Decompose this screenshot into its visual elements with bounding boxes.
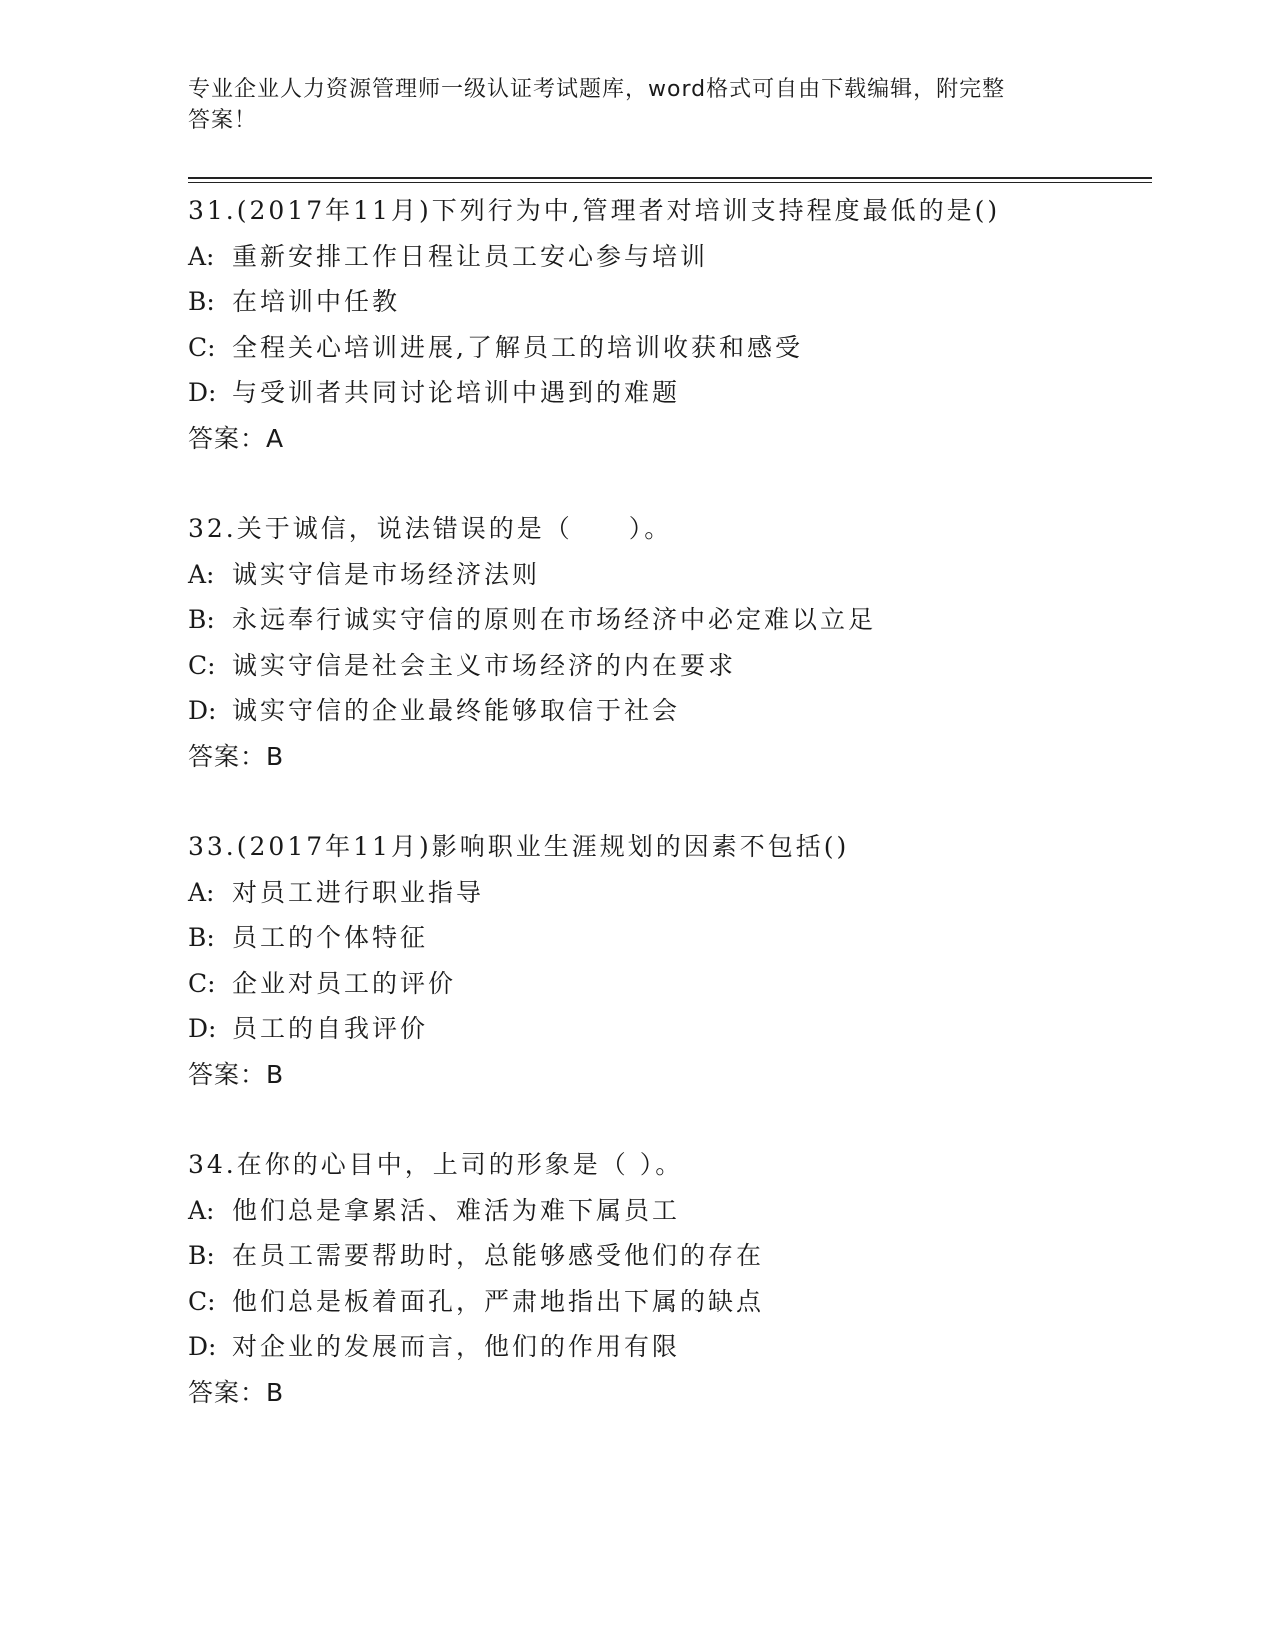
option-b [188,915,1148,961]
spacer [188,461,1148,506]
option-text: 在员工需要帮助时，总能够感受他们的存在 [232,1241,765,1270]
option-key: B: [188,605,215,634]
option-a [188,1188,1148,1234]
question-34 [188,1142,1148,1415]
option-text: 他们总是板着面孔，严肃地指出下属的缺点 [232,1286,765,1316]
question-stem: 34.在你的心目中，上司的形象是（ ）。 [188,1150,684,1179]
option-d [188,1006,1148,1052]
option-key: C: [188,650,216,680]
option-key: C: [188,332,216,362]
option-text: 全程关心培训进展,了解员工的培训收获和感受 [232,332,803,362]
option-text: 对企业的发展而言，他们的作用有限 [232,1332,681,1361]
option-key: D: [188,1014,217,1043]
option-text: 永远奉行诚实守信的原则在市场经济中必定难以立足 [232,605,877,634]
option-a [188,234,1148,280]
option-key: B: [188,1241,215,1270]
option-text: 员工的个体特征 [232,923,429,952]
option-d [188,1324,1148,1370]
question-stem: 32.关于诚信，说法错误的是（ ）。 [188,514,673,543]
header-rule-thick [188,177,1152,179]
question-33 [188,824,1148,1097]
answer-line: 答案：B [188,1377,285,1407]
page-header [188,74,1068,136]
header-rule-thin [188,182,1152,183]
question-31 [188,188,1148,461]
answer-line: 答案：B [188,741,285,771]
answer-line: 答案：A [188,423,285,453]
option-b [188,597,1148,643]
option-b [188,1233,1148,1279]
option-text: 员工的自我评价 [232,1014,429,1043]
spacer [188,779,1148,824]
question-stem: 33.(2017年11月)影响职业生涯规划的因素不包括() [188,832,850,861]
option-key: A: [188,877,215,907]
option-text: 对员工进行职业指导 [232,877,485,907]
option-key: A: [188,1195,215,1225]
option-text: 与受训者共同讨论培训中遇到的难题 [232,378,681,407]
option-key: C: [188,1286,216,1316]
option-d [188,688,1148,734]
option-text: 企业对员工的评价 [232,968,457,998]
option-key: A: [188,241,215,271]
option-text: 在培训中任教 [232,287,401,316]
header-line-2: 答案！ [188,108,258,133]
option-key: B: [188,923,215,952]
option-key: D: [188,696,217,725]
question-32 [188,506,1148,779]
option-key: D: [188,1332,217,1361]
option-c [188,1279,1148,1325]
option-text: 诚实守信是市场经济法则 [232,559,541,589]
option-text: 他们总是拿累活、难活为难下属员工 [232,1195,681,1225]
answer-line: 答案：B [188,1059,285,1089]
question-stem: 31.(2017年11月)下列行为中,管理者对培训支持程度最低的是() [188,196,1001,225]
option-text: 重新安排工作日程让员工安心参与培训 [232,241,709,271]
option-a [188,870,1148,916]
option-key: B: [188,287,215,316]
header-line-1: 专业企业人力资源管理师一级认证考试题库，word格式可自由下载编辑，附完整 [188,77,1006,102]
option-text: 诚实守信的企业最终能够取信于社会 [232,696,681,725]
option-d [188,370,1148,416]
question-list [188,188,1148,1415]
option-a [188,552,1148,598]
option-key: C: [188,968,216,998]
option-key: D: [188,378,217,407]
option-c [188,325,1148,371]
option-b [188,279,1148,325]
option-key: A: [188,559,215,589]
option-c [188,961,1148,1007]
option-c [188,643,1148,689]
option-text: 诚实守信是社会主义市场经济的内在要求 [232,650,737,680]
spacer [188,1097,1148,1142]
